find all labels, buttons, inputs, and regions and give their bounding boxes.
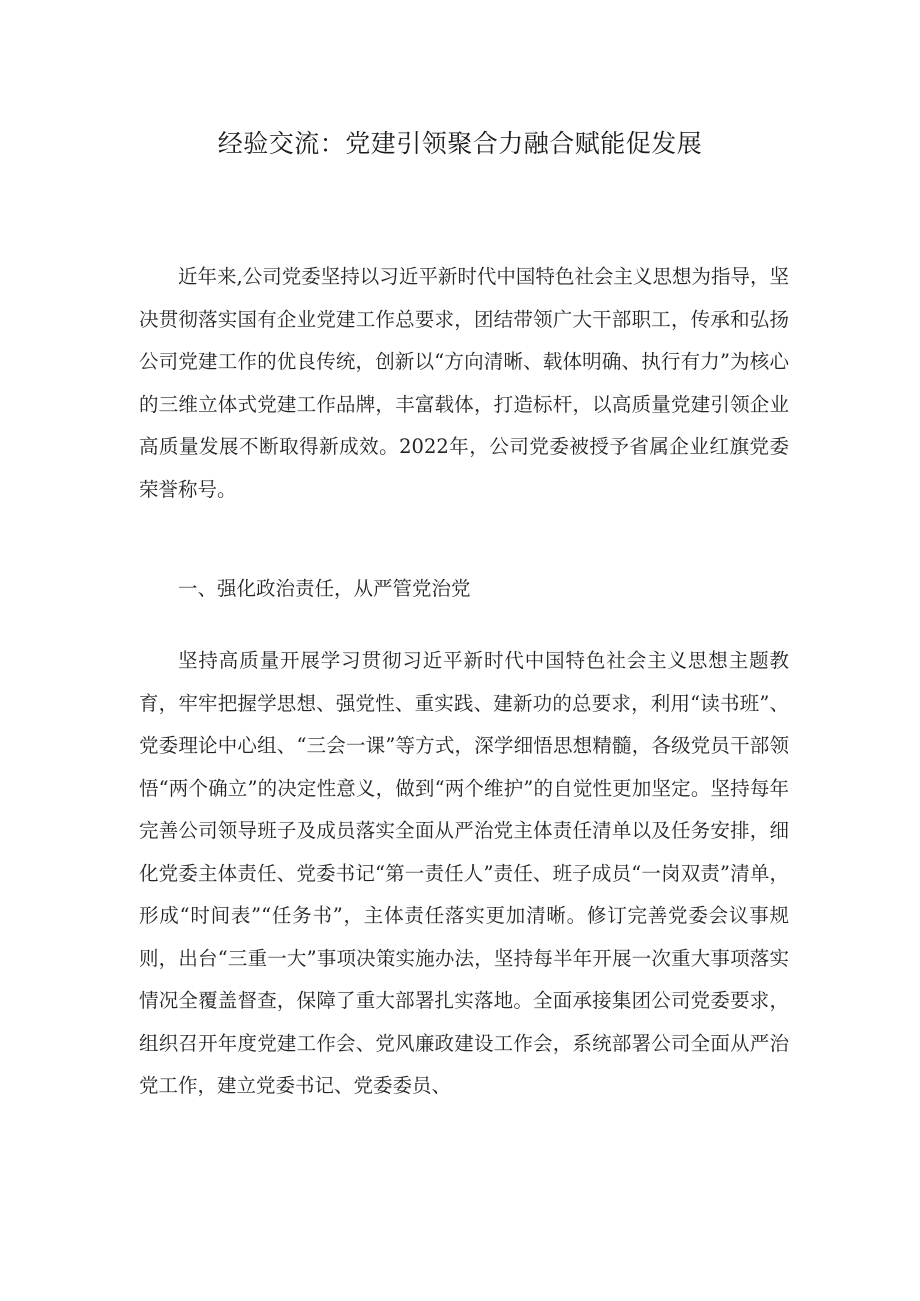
section-heading-1: 一、强化政治责任，从严管党治党 bbox=[178, 577, 471, 600]
intro-paragraph: 近年来,公司党委坚持以习近平新时代中国特色社会主义思想为指导，坚决贯彻落实国有企业党建工作总要求，团结带领广大干部职工，传承和弘扬公司党建工作的优良传统，创新以“方向清晰、载体明确、执行有力”为核心的三维立体式党建工作品牌，丰富载体，打造标杆，以高质量党建引领企业高质量发展不断取得新成效。2022年，公司党委被授予省属企业红旗党委荣誉称号。 bbox=[139, 265, 789, 501]
document-title: 经验交流：党建引领聚合力融合赋能促发展 bbox=[217, 129, 703, 158]
section-1-paragraph: 坚持高质量开展学习贯彻习近平新时代中国特色社会主义思想主题教育，牢牢把握学思想、强党性、重实践、建新功的总要求，利用“读书班”、党委理论中心组、“三会一课”等方式，深学细悟思想精髓，各级党员干部领悟“两个确立”的决定性意义，做到“两个维护”的自觉性更加坚定。坚持每年完善公司领导班子及成员落实全面从严治党主体责任清单以及任务安排，细化党委主体责任、党委书记“第一责任人”责任、班子成员“一岗双责”清单，形成“时间表”“任务书”，主体责任落实更加清晰。修订完善党委会议事规则，出台“三重一大”事项决策实施办法，坚持每半年开展一次重大事项落实情况全覆盖督查，保障了重大部署扎实落地。全面承接集团公司党委要求，组织召开年度党建工作会、党风廉政建设工作会，系统部署公司全面从严治党工作，建立党委书记、党委委员、 bbox=[139, 649, 789, 1097]
